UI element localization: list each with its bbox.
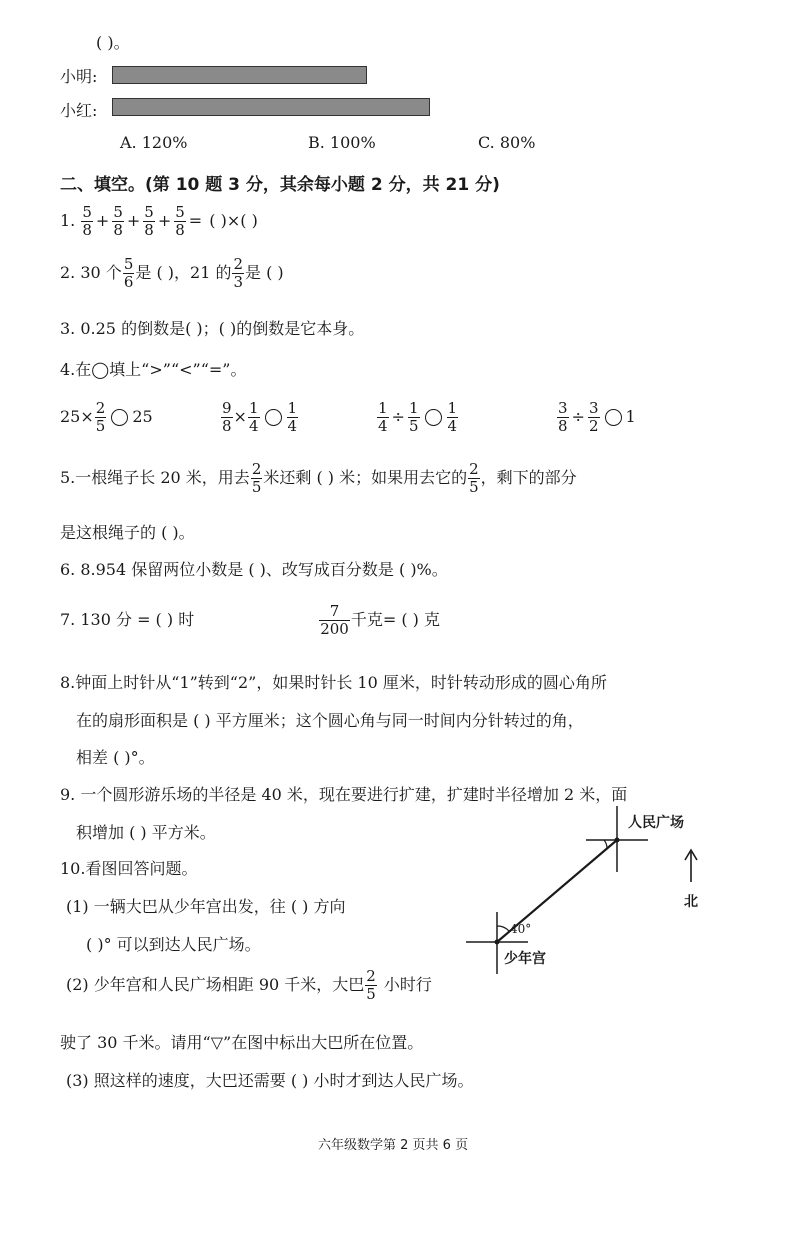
question-4: 4.在◯填上“>”“<”“=”。 xyxy=(60,360,247,379)
xiaoming-label: 小明: xyxy=(60,67,98,86)
question-10-part2b: 驶了 30 千米。请用“▽”在图中标出大巴所在位置。 xyxy=(60,1033,424,1052)
xiaohong-label: 小红: xyxy=(60,101,98,120)
fraction: $\frac{7}{200}$ xyxy=(320,602,349,638)
fraction: $\frac{3}{2}$ xyxy=(588,399,599,435)
q4-item-d: $\frac{3}{8}$ ÷ $\frac{3}{2}$ 1 xyxy=(558,399,636,435)
question-3: 3. 0.25 的倒数是( )；( )的倒数是它本身。 xyxy=(60,319,365,338)
question-10-part2a: (2) 少年宫和人民广场相距 90 千米，大巴 $\frac{2}{5}$ 小时行 xyxy=(66,967,432,1003)
fraction: $\frac{1}{4}$ xyxy=(287,399,298,435)
question-1: 1. $\frac{5}{8}$ + $\frac{5}{8}$ + $\frac{5}{8}$ + $\frac{5}{8}$ = ( )×( ) xyxy=(60,203,258,239)
fraction: $\frac{2}{5}$ xyxy=(251,460,262,496)
fraction: $\frac{5}{8}$ xyxy=(175,203,185,239)
fraction: $\frac{5}{8}$ xyxy=(113,203,123,239)
fraction: $\frac{2}{5}$ xyxy=(366,967,376,1003)
question-10-part1b: ( )° 可以到达人民广场。 xyxy=(86,935,261,954)
question-10-title: 10.看图回答问题。 xyxy=(60,859,198,878)
question-5: 5.一根绳子长 20 米，用去 $\frac{2}{5}$ 米还剩 ( ) 米；如果用去它的 $\frac{2}{5}$ ，剩下的部分 xyxy=(60,460,577,496)
option-c: C. 80% xyxy=(478,133,536,152)
question-9-line1: 9. 一个圆形游乐场的半径是 40 米，现在要进行扩建，扩建时半径增加 2 米，面 xyxy=(60,785,628,804)
question-5-line2: 是这根绳子的 ( )。 xyxy=(60,523,195,542)
question-2: 2. 30 个 $\frac{5}{6}$ 是 ( )，21 的 $\frac{2}{3}$ 是 ( ) xyxy=(60,255,284,291)
fraction: $\frac{5}{6}$ xyxy=(123,255,134,291)
fraction: $\frac{3}{8}$ xyxy=(558,399,568,435)
q1-number: 1. xyxy=(60,211,76,230)
fraction: $\frac{5}{8}$ xyxy=(82,203,92,239)
question-10-part3: (3) 照这样的速度，大巴还需要 ( ) 小时才到达人民广场。 xyxy=(66,1071,474,1090)
fraction: $\frac{1}{5}$ xyxy=(408,399,419,435)
youth-palace-label: 少年宫 xyxy=(504,951,546,967)
fraction: $\frac{2}{5}$ xyxy=(95,399,106,435)
question-6: 6. 8.954 保留两位小数是 ( )、改写成百分数是 ( )%。 xyxy=(60,560,448,579)
section2-title: 二、填空。(第 10 题 3 分，其余每小题 2 分，共 21 分) xyxy=(60,175,500,195)
fraction: $\frac{1}{4}$ xyxy=(378,399,388,435)
top-blank: ( )。 xyxy=(96,33,130,52)
fraction: $\frac{5}{8}$ xyxy=(144,203,154,239)
question-10-part1a: (1) 一辆大巴从少年宫出发，往 ( ) 方向 xyxy=(66,897,346,916)
option-a: A. 120% xyxy=(120,133,188,152)
peoples-square-label: 人民广场 xyxy=(628,815,684,831)
question-9-line2: 积增加 ( ) 平方米。 xyxy=(76,823,216,842)
fraction: $\frac{9}{8}$ xyxy=(222,399,232,435)
q4-item-b: $\frac{9}{8}$ × $\frac{1}{4}$ $\frac{1}{4}$ xyxy=(222,399,298,435)
fraction: $\frac{2}{5}$ xyxy=(469,460,479,496)
question-8-line1: 8.钟面上时针从“1”转到“2”，如果时针长 10 厘米，时针转动形成的圆心角所 xyxy=(60,673,607,692)
fraction: $\frac{1}{4}$ xyxy=(248,399,259,435)
north-label: 北 xyxy=(684,894,698,910)
question-8-line3: 相差 ( )°。 xyxy=(76,748,155,767)
q1-blanks: ( )×( ) xyxy=(209,211,258,230)
page-footer: 六年级数学第 2 页共 6 页 xyxy=(318,1138,469,1153)
question-8-line2: 在的扇形面积是 ( ) 平方厘米；这个圆心角与同一时间内分针转过的角， xyxy=(76,711,584,730)
question-7: 7. 130 分 = ( ) 时 $\frac{7}{200}$ 千克= ( ) 克 xyxy=(60,602,441,638)
q4-item-c: $\frac{1}{4}$ ÷ $\frac{1}{5}$ $\frac{1}{4}$ xyxy=(378,399,458,435)
angle-label: 40° xyxy=(510,922,532,936)
fraction: $\frac{2}{3}$ xyxy=(233,255,244,291)
fraction: $\frac{1}{4}$ xyxy=(447,399,458,435)
option-b: B. 100% xyxy=(308,133,376,152)
q4-item-a: 25× $\frac{2}{5}$ 25 xyxy=(60,399,153,435)
